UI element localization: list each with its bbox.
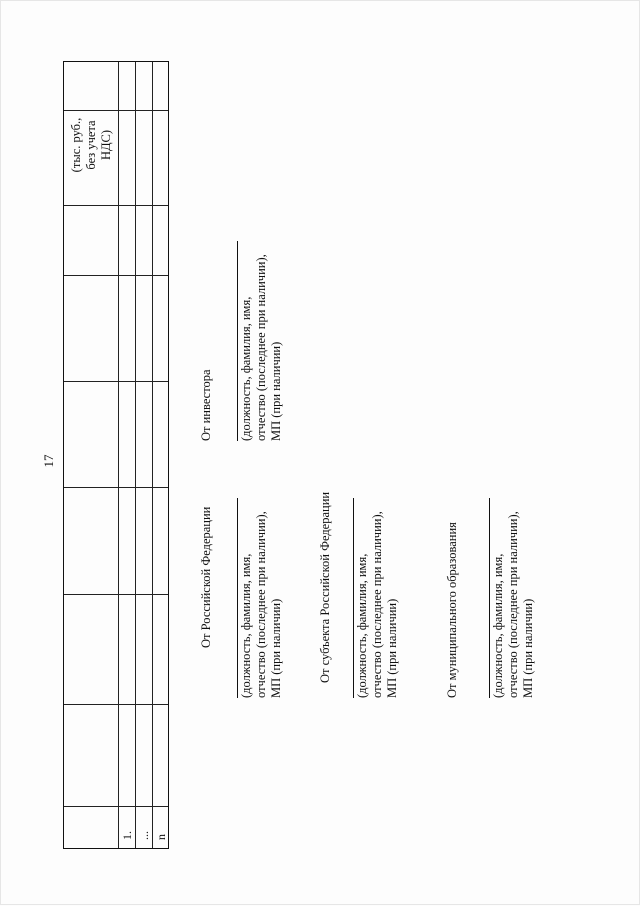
signature-caption: (должность, фамилия, имя, отчество (последнее при наличии), МП (при наличии) — [239, 254, 283, 441]
signature-block-investor — [239, 241, 284, 441]
signature-caption: (должность, фамилия, имя, отчество (последнее при наличии), МП (при наличии) — [355, 511, 399, 698]
page-number: 17 — [41, 454, 56, 468]
table-column-divider — [64, 381, 168, 382]
row-label: 1. — [120, 831, 134, 840]
signature-heading-rf: От Российской Федерации — [199, 506, 213, 648]
landscape-content — [1, 1, 640, 906]
signature-line — [237, 241, 238, 441]
signature-block-municipal — [491, 498, 536, 698]
data-table — [63, 61, 169, 849]
table-column-divider — [64, 704, 168, 705]
signature-line — [489, 498, 490, 698]
signature-caption: (должность, фамилия, имя, отчество (последнее при наличии), МП (при наличии) — [239, 511, 283, 698]
table-column-divider — [64, 487, 168, 488]
signature-caption: (должность, фамилия, имя, отчество (последнее при наличии), МП (при наличии) — [491, 511, 535, 698]
signature-block-rf — [239, 498, 284, 698]
table-column-divider — [64, 806, 168, 807]
table-column-divider — [64, 594, 168, 595]
row-label: ... — [137, 831, 151, 840]
table-row-divider — [152, 62, 153, 848]
signature-heading-municipal: От муниципального образования — [445, 522, 459, 698]
unit-header: (тыс. руб., без учета НДС) — [69, 117, 113, 173]
table-column-divider — [64, 205, 168, 206]
signature-heading-subject: От субъекта Российской Федерации — [318, 491, 332, 683]
signature-line — [237, 498, 238, 698]
table-row-divider — [118, 62, 119, 848]
row-label: n — [154, 834, 168, 840]
table-column-divider — [64, 275, 168, 276]
signature-heading-investor: От инвестора — [199, 369, 213, 441]
signature-block-subject — [355, 498, 400, 698]
table-row-divider — [135, 62, 136, 848]
signature-line — [353, 498, 354, 698]
